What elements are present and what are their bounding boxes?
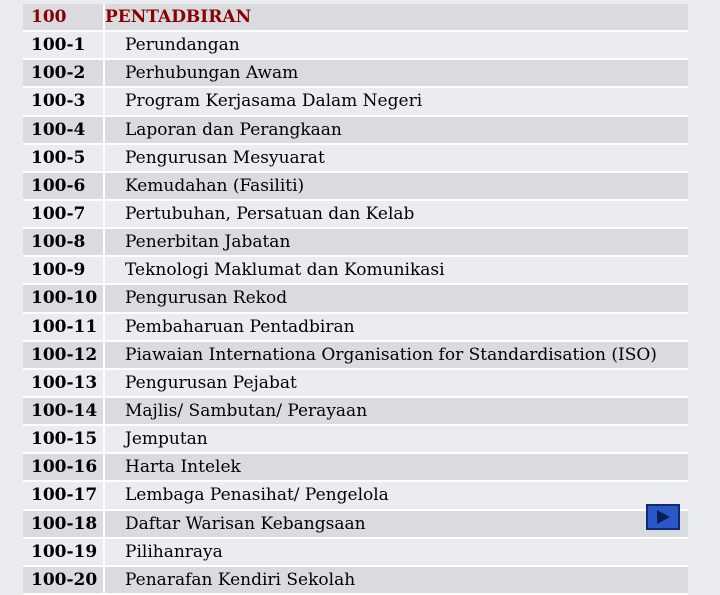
table-row [23, 425, 688, 453]
row-code: 100-20 [23, 566, 103, 594]
row-title: Program Kerjasama Dalam Negeri [105, 87, 688, 115]
row-code: 100-16 [23, 453, 103, 481]
row-code: 100-11 [23, 313, 103, 341]
table-row [23, 313, 688, 341]
classification-table-body [23, 4, 688, 594]
table-row [23, 256, 688, 284]
row-title: Pertubuhan, Persatuan dan Kelab [105, 200, 688, 228]
row-code: 100-12 [23, 341, 103, 369]
table-row [23, 538, 688, 566]
row-code: 100-9 [23, 256, 103, 284]
table-row [23, 341, 688, 369]
row-title: Pengurusan Pejabat [105, 369, 688, 397]
table-row [23, 172, 688, 200]
table-row [23, 116, 688, 144]
table-row [23, 144, 688, 172]
table-row [23, 566, 688, 594]
table-row [23, 87, 688, 115]
row-code: 100-1 [23, 31, 103, 59]
row-code: 100-19 [23, 538, 103, 566]
table-row [23, 31, 688, 59]
table-row [23, 228, 688, 256]
row-title: Majlis/ Sambutan/ Perayaan [105, 397, 688, 425]
row-code: 100-6 [23, 172, 103, 200]
row-title: Perundangan [105, 31, 688, 59]
next-slide-button[interactable] [646, 504, 680, 530]
row-title: Lembaga Penasihat/ Pengelola [105, 481, 688, 509]
table-header-row [23, 4, 688, 31]
row-title: Piawaian Internationa Organisation for Standardisation (ISO) [105, 341, 688, 369]
row-code: 100-15 [23, 425, 103, 453]
table-row [23, 481, 688, 509]
row-title: Teknologi Maklumat dan Komunikasi [105, 256, 688, 284]
table-row [23, 369, 688, 397]
table-row [23, 453, 688, 481]
table-row [23, 284, 688, 312]
row-title: Harta Intelek [105, 453, 688, 481]
row-title: Laporan dan Perangkaan [105, 116, 688, 144]
row-code: 100-10 [23, 284, 103, 312]
row-title: Pengurusan Rekod [105, 284, 688, 312]
classification-table [23, 4, 688, 595]
row-code: 100-4 [23, 116, 103, 144]
row-code: 100-3 [23, 87, 103, 115]
row-title: Penarafan Kendiri Sekolah [105, 566, 688, 594]
row-title: Perhubungan Awam [105, 59, 688, 87]
row-code: 100-5 [23, 144, 103, 172]
table-row [23, 510, 688, 538]
row-title: Pengurusan Mesyuarat [105, 144, 688, 172]
row-title: Pilihanraya [105, 538, 688, 566]
row-code: 100-14 [23, 397, 103, 425]
row-code: 100-17 [23, 481, 103, 509]
row-title: Daftar Warisan Kebangsaan [105, 510, 688, 538]
header-code: 100 [23, 4, 103, 31]
table-row [23, 200, 688, 228]
row-code: 100-18 [23, 510, 103, 538]
header-title: PENTADBIRAN [105, 4, 688, 31]
row-title: Pembaharuan Pentadbiran [105, 313, 688, 341]
row-title: Penerbitan Jabatan [105, 228, 688, 256]
table-row [23, 59, 688, 87]
row-code: 100-13 [23, 369, 103, 397]
row-code: 100-7 [23, 200, 103, 228]
table-row [23, 397, 688, 425]
row-code: 100-8 [23, 228, 103, 256]
row-code: 100-2 [23, 59, 103, 87]
row-title: Jemputan [105, 425, 688, 453]
next-slide-icon [648, 506, 678, 528]
row-title: Kemudahan (Fasiliti) [105, 172, 688, 200]
